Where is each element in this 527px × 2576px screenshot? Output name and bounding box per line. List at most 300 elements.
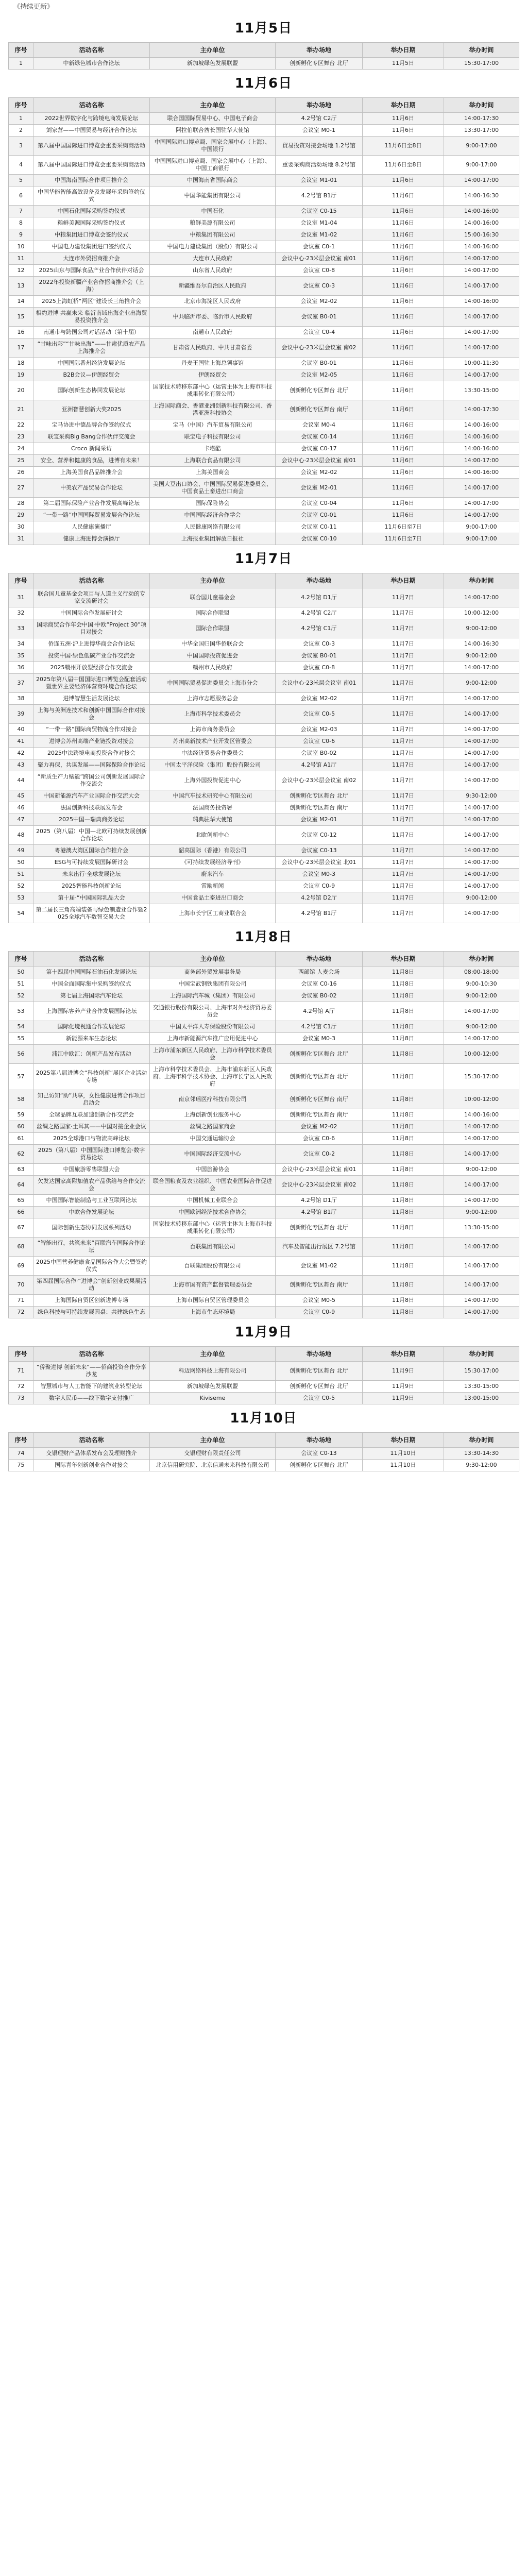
cell-host: 百联集团有限公司 [150,1238,276,1257]
table-row [9,296,519,308]
header-host: 主办单位 [150,43,276,58]
header-date: 举办日期 [363,43,444,58]
cell-time: 10:00-11:30 [444,358,519,369]
cell-date: 11月6日 [363,431,444,443]
table-row [9,638,519,650]
cell-no: 69 [9,1257,33,1276]
cell-host: 赣州市人民政府 [150,662,276,674]
cell-date: 11月6日 [363,358,444,369]
cell-time: 14:00-17:00 [444,1133,519,1145]
cell-no: 10 [9,241,33,253]
cell-venue: 会议室 M2-01 [276,479,363,498]
cell-date: 11月6日至7日 [363,521,444,533]
cell-no: 75 [9,1460,33,1471]
cell-date: 11月8日 [363,1307,444,1318]
schedule-table [8,1432,519,1471]
cell-date: 11月7日 [363,748,444,759]
cell-title: 投资中国·绿色低碳产业合作交流会 [33,650,150,662]
cell-time: 15:30-17:00 [444,1362,519,1381]
cell-venue: 会议室 C0-9 [276,1307,363,1318]
cell-date: 11月8日 [363,1002,444,1021]
cell-host: 国家技术转移东部中心（运营主体为上海市科技成果转化有限公司） [150,381,276,400]
cell-no: 59 [9,1109,33,1121]
cell-title: 上海国际客养产业合作发展国际论坛 [33,1002,150,1021]
cell-time: 14:00-17:00 [444,338,519,358]
cell-title: 数字人民币——线下数字支付推广 [33,1393,150,1404]
header-date: 举办日期 [363,98,444,113]
cell-venue: 会议室 C0-3 [276,638,363,650]
cell-time: 14:00-16:30 [444,638,519,650]
table-row [9,802,519,814]
cell-date: 11月8日 [363,1164,444,1176]
header-time: 举办时间 [444,1433,519,1448]
cell-venue: 创新孵化专区舞台 北厅 [276,1064,363,1090]
cell-time: 14:00-17:30 [444,113,519,125]
cell-host: 北京市海淀区人民政府 [150,296,276,308]
cell-title: 2025中国营养健康食品国际合作大会暨签约仪式 [33,1257,150,1276]
cell-venue: 4.2号馆 B1厅 [276,187,363,206]
cell-venue: 会议中心·23米层会议室 南02 [276,771,363,790]
cell-host: 上海美国商会 [150,467,276,479]
cell-no: 22 [9,419,33,431]
cell-no: 43 [9,759,33,771]
cell-time: 14:00-17:00 [444,455,519,467]
cell-host: 雷励新闻 [150,880,276,892]
cell-venue: 会议室 C0-4 [276,327,363,338]
table-row [9,1218,519,1238]
table-row [9,607,519,619]
cell-host: 国际合作联盟 [150,607,276,619]
cell-time: 14:00-16:00 [444,1109,519,1121]
cell-date: 11月7日 [363,588,444,607]
cell-title: 健康上海进博会演播厅 [33,533,150,545]
cell-no: 74 [9,1448,33,1460]
cell-host: 中国国际投资促进会 [150,650,276,662]
cell-venue: 会议室 M2-03 [276,724,363,736]
table-row [9,1045,519,1064]
table-row [9,187,519,206]
cell-title: 2025赣州开放型经济合作交流会 [33,662,150,674]
cell-venue: 创新孵化专区舞台 南厅 [276,1276,363,1295]
table-header-row [9,1347,519,1362]
cell-host: 上海市新能源汽车推广应用促进中心 [150,1033,276,1045]
cell-host: 上海国际汽车城（集团）有限公司 [150,990,276,1002]
cell-host: 新加坡绿色发展联盟 [150,58,276,70]
table-row [9,1121,519,1133]
cell-title: 国际创新生态协同发展系列活动 [33,1218,150,1238]
cell-title: 中国海南国际合作项目推介会 [33,175,150,187]
update-note: 《持续更新》 [13,3,54,11]
cell-no: 55 [9,1033,33,1045]
cell-venue: 会议室 C0-3 [276,277,363,296]
cell-no: 11 [9,253,33,265]
cell-venue: 会议室 C0-6 [276,736,363,748]
cell-venue: 会议室 C0-14 [276,431,363,443]
cell-no: 51 [9,978,33,990]
cell-title: 中欧合作发展论坛 [33,1207,150,1218]
cell-title: 人民健康演播厅 [33,521,150,533]
cell-host: 苏州高新技术产业开发区管委会 [150,736,276,748]
header-no: 序号 [9,573,33,588]
day-section [0,14,527,70]
cell-date: 11月6日 [363,253,444,265]
header-no: 序号 [9,43,33,58]
cell-title: 中国国际智能制造与工业互联网论坛 [33,1195,150,1207]
cell-no: 29 [9,510,33,521]
cell-title: 第七届上海国际汽车论坛 [33,990,150,1002]
table-body [9,588,519,923]
cell-no: 20 [9,381,33,400]
cell-title: 中国石化国际采购签约仪式 [33,206,150,217]
cell-no: 30 [9,521,33,533]
cell-title: 第十届·“中国国际乳品大会 [33,892,150,904]
table-row [9,790,519,802]
cell-venue: 创新孵化专区舞台 北厅 [276,1460,363,1471]
header-host: 主办单位 [150,573,276,588]
cell-venue: 会议室 M0-3 [276,1033,363,1045]
cell-title: 进博会苏州高端产业链投资对接会 [33,736,150,748]
cell-title: 第十四届中国国际石油石化发展论坛 [33,967,150,978]
cell-venue: 会议室 C0-13 [276,1448,363,1460]
cell-no: 34 [9,638,33,650]
cell-host: 丹麦王国驻上海总领事馆 [150,358,276,369]
cell-title: 聚力再保，共谋发展——国际保险合作论坛 [33,759,150,771]
cell-title: 上海与美洲连技术和创新中国国际合作对接会 [33,705,150,724]
cell-time: 13:30-15:00 [444,1218,519,1238]
cell-time: 14:00-17:00 [444,498,519,510]
header-host: 主办单位 [150,952,276,967]
cell-title: 刘家营——中国贸易与经济合作论坛 [33,125,150,137]
cell-time: 9:00-12:00 [444,1021,519,1033]
cell-no: 73 [9,1393,33,1404]
cell-time: 14:00-16:00 [444,467,519,479]
table-row [9,533,519,545]
cell-host: 商务部外贸发展事务局 [150,967,276,978]
cell-time: 14:00-17:30 [444,400,519,419]
cell-host: 新加坡绿色发展联盟 [150,1381,276,1393]
cell-time: 9:00-17:00 [444,156,519,175]
cell-title: 国际青年创新创业合作对接会 [33,1460,150,1471]
cell-no: 37 [9,674,33,693]
cell-no: 61 [9,1133,33,1145]
cell-host: 中粮集团有限公司 [150,229,276,241]
schedule-table [8,97,519,545]
cell-title: 新能源来车生态论坛 [33,1033,150,1045]
cell-host: 联合国国际贸易中心、中国电子商会 [150,113,276,125]
cell-title: 绿色科技与可持续发展圆桌：共建绿色生态 [33,1307,150,1318]
cell-no: 14 [9,296,33,308]
cell-title: 丝绸之路国家·土耳其——中国对接企业会议 [33,1121,150,1133]
cell-time: 14:00-17:00 [444,1295,519,1307]
cell-host: 上海市科学技术委员会、上海市浦东新区人民政府、上海市科学技术协会、上海市长宁区人民政府 [150,1064,276,1090]
cell-venue: 会议室 C0-10 [276,533,363,545]
cell-date: 11月8日 [363,1145,444,1164]
cell-venue: 西部馆 人麦会场 [276,967,363,978]
cell-host: 大连市人民政府 [150,253,276,265]
cell-date: 11月6日 [363,277,444,296]
schedule-table [8,1346,519,1404]
cell-host: 上海市国际自贸区管理委员会 [150,1295,276,1307]
cell-date: 11月7日 [363,869,444,880]
cell-no: 3 [9,137,33,156]
cell-venue: 4.2号馆 B1厅 [276,1207,363,1218]
cell-no: 50 [9,857,33,869]
cell-host: 蔚来汽车 [150,869,276,880]
cell-no: 60 [9,1121,33,1133]
cell-time: 14:00-17:00 [444,748,519,759]
table-row [9,1276,519,1295]
cell-date: 11月6日至8日 [363,137,444,156]
cell-time: 14:00-17:00 [444,1195,519,1207]
header-no: 序号 [9,98,33,113]
cell-venue: 4.2号馆 D1厅 [276,1195,363,1207]
cell-venue: 创新孵化专区舞台 北厅 [276,790,363,802]
cell-date: 11月6日 [363,498,444,510]
cell-time: 9:00-17:00 [444,521,519,533]
cell-no: 51 [9,869,33,880]
table-row [9,241,519,253]
header-time: 举办时间 [444,573,519,588]
cell-no: 64 [9,1176,33,1195]
cell-venue: 4.2号馆 A1厅 [276,759,363,771]
cell-no: 33 [9,619,33,638]
cell-host: 新疆维吾尔自治区人民政府 [150,277,276,296]
cell-title: 联合国儿童基金会项目与人道主义行动的专家交流研讨会 [33,588,150,607]
cell-host: 联宝电子科技有限公司 [150,431,276,443]
cell-host: 粮鲜美源有限公司 [150,217,276,229]
table-row [9,1090,519,1109]
cell-venue: 4.2号馆 D1厅 [276,588,363,607]
cell-venue: 会议中心·23米层会议室 北01 [276,857,363,869]
cell-date: 11月8日 [363,1238,444,1257]
cell-host: 伊朗经贸会 [150,369,276,381]
header-time: 举办时间 [444,98,519,113]
cell-host: 国家技术转移东部中心（运营主体为上海市科技成果转化有限公司） [150,1218,276,1238]
cell-time: 14:00-17:00 [444,175,519,187]
cell-host: 联合国粮食及农业组织、中国农业国际合作促进会 [150,1176,276,1195]
table-row [9,857,519,869]
cell-time: 10:00-12:00 [444,1090,519,1109]
cell-title: 中国电力建设集团进口签约仪式 [33,241,150,253]
cell-title: 联宝采购Big Bang合作伙伴交流会 [33,431,150,443]
cell-time: 14:00-17:00 [444,705,519,724]
cell-no: 16 [9,327,33,338]
cell-venue: 会议室 C0-5 [276,1393,363,1404]
cell-time: 14:00-16:00 [444,217,519,229]
cell-title: ESG与可持续发展国际研讨会 [33,857,150,869]
cell-date: 11月6日 [363,187,444,206]
cell-host: 山东省人民政府 [150,265,276,277]
cell-title: 未来出行·全球发展论坛 [33,869,150,880]
cell-no: 5 [9,175,33,187]
cell-venue: 会议室 M2-02 [276,467,363,479]
cell-host: 国际合作联盟 [150,619,276,638]
cell-title: 2025年第八届中国国际进口博览会配套活动暨世界主要经济体营商环境合作论坛 [33,674,150,693]
cell-title: 欠发达国家高附加值农产品供给与合作交流会 [33,1176,150,1195]
cell-host: 中法经济贸易合作委员会 [150,748,276,759]
cell-time: 14:00-16:00 [444,443,519,455]
schedule-table [8,951,519,1318]
table-row [9,479,519,498]
cell-date: 11月7日 [363,759,444,771]
cell-time: 10:00-12:00 [444,607,519,619]
cell-date: 11月8日 [363,1195,444,1207]
cell-no: 15 [9,308,33,327]
cell-title: 2025智能科技创新论坛 [33,880,150,892]
table-body [9,1448,519,1471]
cell-title: “智能出行，共筑未来”百联汽车国际合作论坛 [33,1238,150,1257]
cell-time: 14:00-17:00 [444,845,519,857]
cell-date: 11月9日 [363,1393,444,1404]
cell-date: 11月8日 [363,1064,444,1090]
cell-venue: 会议室 M2-01 [276,814,363,826]
cell-no: 1 [9,113,33,125]
cell-title: 国际化境视通合作发展论坛 [33,1021,150,1033]
cell-no: 50 [9,967,33,978]
cell-title: “侨聚进博 创新未来”——侨商投资合作分享沙龙 [33,1362,150,1381]
table-row [9,498,519,510]
cell-date: 11月6日 [363,113,444,125]
cell-venue: 会议室 M1-02 [276,229,363,241]
cell-venue: 创新孵化专区舞台 南厅 [276,1109,363,1121]
cell-title: 粤港澳大湾区国际合作推介会 [33,845,150,857]
day-section [0,923,527,1318]
header-title: 活动名称 [33,43,150,58]
cell-host: 联合国儿童基金会 [150,588,276,607]
table-row [9,619,519,638]
cell-time: 14:00-16:00 [444,206,519,217]
cell-host: 上海市商务委员会 [150,724,276,736]
cell-no: 2 [9,125,33,137]
cell-no: 9 [9,229,33,241]
table-row [9,1448,519,1460]
table-row [9,1145,519,1164]
cell-time: 14:00-17:00 [444,904,519,923]
cell-no: 38 [9,693,33,705]
cell-host: 北欧创新中心 [150,826,276,845]
cell-time: 14:00-17:00 [444,277,519,296]
cell-venue: 会议室 C0-11 [276,521,363,533]
cell-time: 9:00-12:00 [444,1207,519,1218]
cell-venue: 会议室 B0-01 [276,650,363,662]
cell-venue: 创新孵化专区舞台 南厅 [276,400,363,419]
cell-venue: 会议室 M1-02 [276,1257,363,1276]
cell-host: 中国汽车技术研究中心有限公司 [150,790,276,802]
cell-host: 中国海南省国际商会 [150,175,276,187]
header-date: 举办日期 [363,1347,444,1362]
cell-title: 亚洲智慧创新大奖2025 [33,400,150,419]
cell-time: 14:00-17:00 [444,253,519,265]
cell-time: 14:00-17:00 [444,479,519,498]
cell-no: 39 [9,705,33,724]
cell-no: 13 [9,277,33,296]
cell-venue: 会议室 C0-04 [276,498,363,510]
cell-time: 9:30-12:00 [444,790,519,802]
cell-date: 11月8日 [363,1218,444,1238]
cell-date: 11月7日 [363,736,444,748]
table-row [9,521,519,533]
table-row [9,217,519,229]
header-title: 活动名称 [33,952,150,967]
header-venue: 举办场地 [276,43,363,58]
cell-venue: 4.2号馆 A厅 [276,1002,363,1021]
cell-no: 4 [9,156,33,175]
table-row [9,125,519,137]
cell-time: 14:00-17:00 [444,826,519,845]
cell-host: 中国国际贸易促进委员会上海市分会 [150,674,276,693]
header-no: 序号 [9,1347,33,1362]
cell-venue: 会议室 C0-6 [276,1133,363,1145]
table-row [9,1460,519,1471]
cell-no: 25 [9,455,33,467]
header-no: 序号 [9,952,33,967]
table-row [9,338,519,358]
cell-time: 14:00-17:00 [444,662,519,674]
cell-time: 9:00-12:00 [444,990,519,1002]
table-row [9,771,519,790]
cell-date: 11月7日 [363,814,444,826]
table-row [9,845,519,857]
table-row [9,759,519,771]
cell-time: 15:30-17:00 [444,58,519,70]
cell-no: 35 [9,650,33,662]
header-title: 活动名称 [33,98,150,113]
cell-host: 南通市人民政府 [150,327,276,338]
cell-date: 11月6日 [363,327,444,338]
cell-time: 14:00-17:00 [444,510,519,521]
cell-time: 14:00-17:00 [444,693,519,705]
cell-title: 大连市外贸招商推介会 [33,253,150,265]
cell-date: 11月6日 [363,381,444,400]
schedule-table [8,573,519,923]
cell-venue: 重要采购商活动场地 8.2号馆 [276,156,363,175]
cell-host: 上海联合食品有限公司 [150,455,276,467]
cell-no: 68 [9,1238,33,1257]
cell-date: 11月6日 [363,455,444,467]
cell-venue: 会议室 C0-8 [276,662,363,674]
cell-host: 上海报业集团解放日报社 [150,533,276,545]
cell-title: 2022年投资新疆产业合作招商推介会（上海） [33,277,150,296]
cell-date: 11月6日至7日 [363,533,444,545]
cell-date: 11月6日 [363,510,444,521]
cell-date: 11月6日 [363,265,444,277]
cell-no: 42 [9,748,33,759]
cell-title: 智慧城市与人工智能下的建筑业转型论坛 [33,1381,150,1393]
cell-venue: 创新孵化专区舞台 北厅 [276,58,363,70]
table-row [9,156,519,175]
header-title: 活动名称 [33,573,150,588]
cell-venue: 会议室 C0-9 [276,880,363,892]
cell-venue: 会议室 B0-02 [276,990,363,1002]
cell-date: 11月7日 [363,802,444,814]
cell-title: 2025第八届进博会“科技创新”展区企业活动专场 [33,1064,150,1090]
cell-no: 70 [9,1276,33,1295]
cell-host: 上海市长宁区工商业联合会 [150,904,276,923]
cell-no: 63 [9,1164,33,1176]
cell-time: 14:00-17:00 [444,759,519,771]
cell-date: 11月8日 [363,1109,444,1121]
cell-date: 11月9日 [363,1381,444,1393]
table-row [9,588,519,607]
cell-no: 12 [9,265,33,277]
day-title: 11月7日 [234,551,293,567]
table-row [9,990,519,1002]
cell-host: 南京邻瑶医疗科技有限公司 [150,1090,276,1109]
cell-time: 9:30-12:00 [444,1460,519,1471]
cell-host: 中国交通运输协会 [150,1133,276,1145]
cell-venue: 会议中心·23米层会议室 南01 [276,455,363,467]
cell-title: 第四届国际合作·“进博会”创新创业成果展活动 [33,1276,150,1295]
